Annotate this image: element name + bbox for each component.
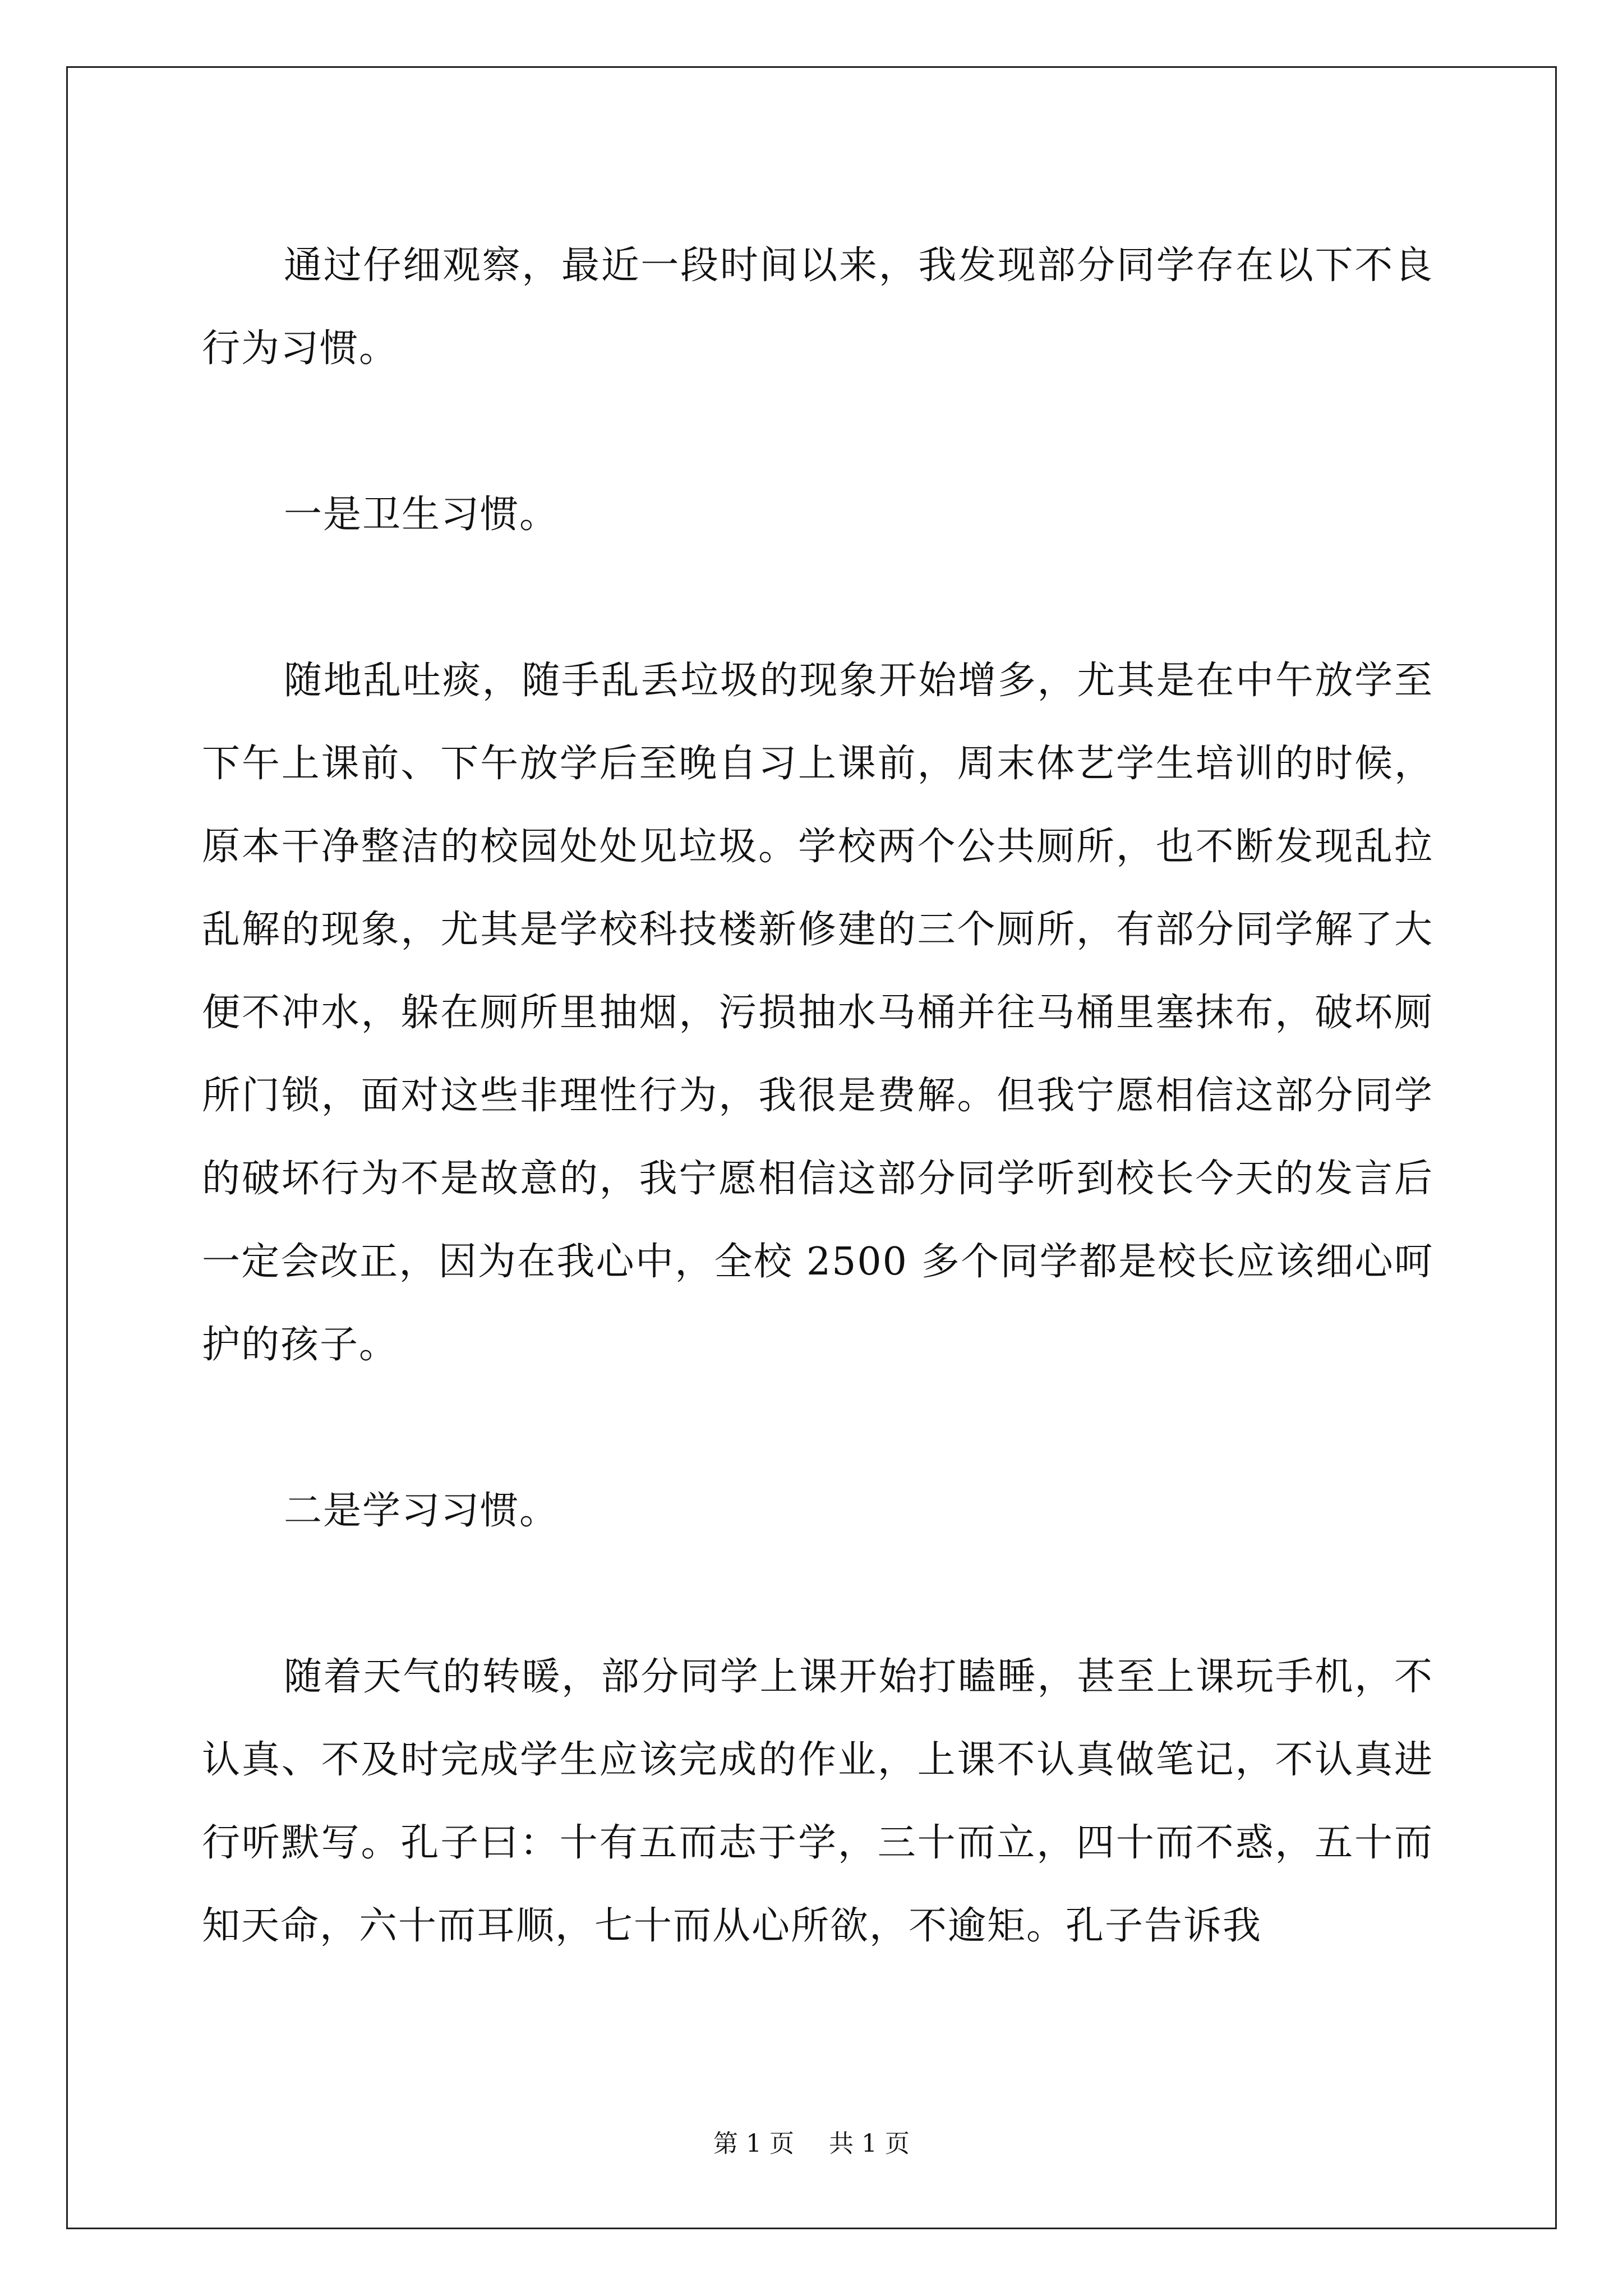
paragraph-study-details: 随着天气的转暖，部分同学上课开始打瞌睡，甚至上课玩手机，不认真、不及时完成学生应该完成的作业，上课不认真做笔记，不认真进行听默写。孔子曰：十有五而志于学，三十而立，四十而不惑，五十而知天命，六十而耳顺，七十而从心所欲，不逾矩。孔子告诉我 xyxy=(202,1655,1433,1948)
page-footer xyxy=(0,2127,1623,2161)
document-body xyxy=(202,224,1433,1968)
current-page-label: 第 1 页 xyxy=(713,2129,794,2158)
heading-study-habits: 二是学习习惯。 xyxy=(284,1489,559,1533)
paragraph-intro: 通过仔细观察，最近一段时间以来，我发现部分同学存在以下不良行为习惯。 xyxy=(202,243,1433,371)
total-pages-label: 共 1 页 xyxy=(829,2129,910,2158)
paragraph-hygiene-details: 随地乱吐痰，随手乱丢垃圾的现象开始增多，尤其是在中午放学至下午上课前、下午放学后至晚自习上课前，周末体艺学生培训的时候，原本干净整洁的校园处处见垃圾。学校两个公共厕所，也不断发现乱拉乱解的现象，尤其是学校科技楼新修建的三个厕所，有部分同学解了大便不冲水，躲在厕所里抽烟，污损抽水马桶并往马桶里塞抹布，破坏厕所门锁，面对这些非理性行为，我很是费解。但我宁愿相信这部分同学的破坏行为不是故意的，我宁愿相信这部分同学听到校长今天的发言后一定会改正，因为在我心中，全校 2500 多个同学都是校长应该细心呵护的孩子。 xyxy=(202,659,1433,1367)
heading-hygiene-habits: 一是卫生习惯。 xyxy=(284,493,559,537)
